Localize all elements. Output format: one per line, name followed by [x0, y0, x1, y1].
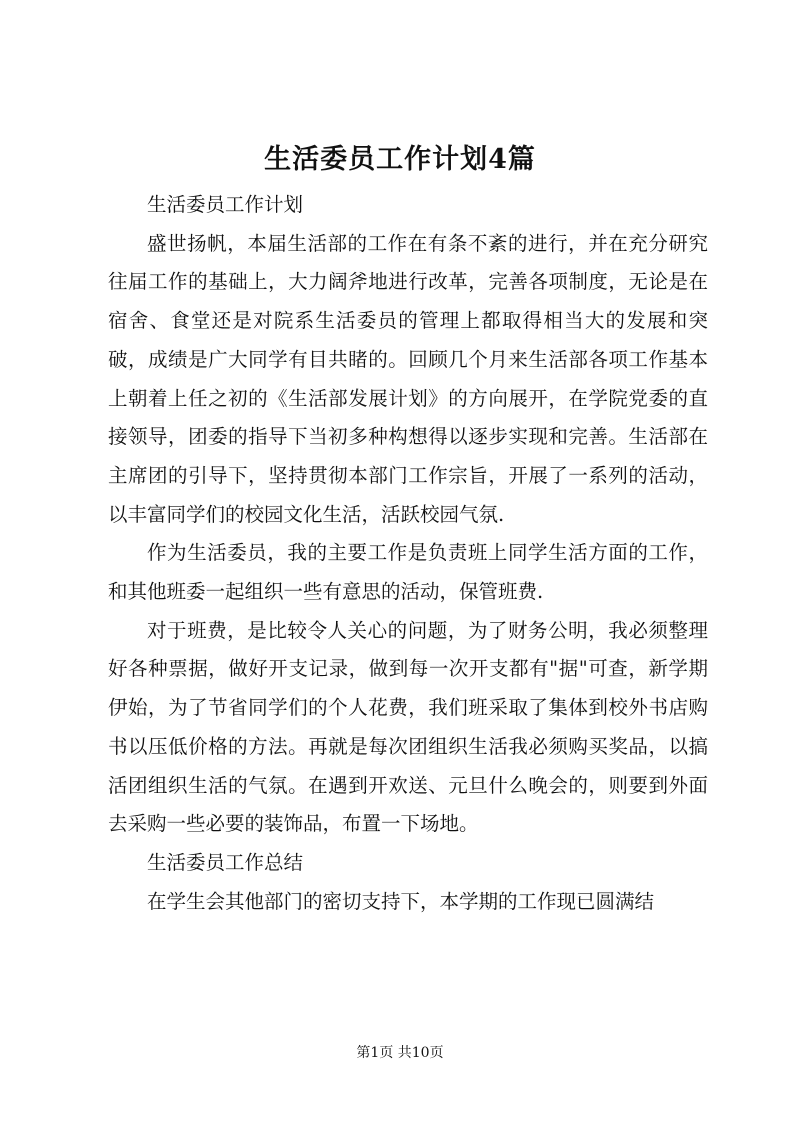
section-heading-plan: 生活委员工作计划 [147, 193, 304, 216]
document-title: 生活委员工作计划4篇 [264, 144, 536, 175]
document-body [108, 186, 708, 921]
paragraph-duties: 作为生活委员，我的主要工作是负责班上同学生活方面的工作，和其他班委一起组织一些有意思的活动，保管班费. [108, 541, 708, 604]
page-footer: 第1页 共10页 [356, 1045, 444, 1061]
paragraph-intro: 盛世扬帆，本届生活部的工作在有条不紊的进行，并在充分研究往届工作的基础上，大力阔斧地进行改革，完善各项制度，无论是在宿舍、食堂还是对院系生活委员的管理上都取得相当大的发展和突破，成绩是广大同学有目共睹的。回顾几个月来生活部各项工作基本上朝着上任之初的《生活部发展计划》的方向展开，在学院党委的直接领导，团委的指导下当初多种构想得以逐步实现和完善。生活部在主席团的引导下，坚持贯彻本部门工作宗旨，开展了一系列的活动，以丰富同学们的校园文化生活，活跃校园气氛. [108, 231, 708, 526]
section-heading-summary: 生活委员工作总结 [147, 850, 304, 874]
paragraph-summary-start: 在学生会其他部门的密切支持下，本学期的工作现已圆满结 [147, 889, 655, 913]
paragraph-class-fees: 对于班费，是比较令人关心的问题，为了财务公明，我必须整理好各种票据，做好开支记录，做到每一次开支都有"据"可查，新学期伊始，为了节省同学们的个人花费，我们班采取了集体到校外书店购书以压低价格的方法。再就是每次团组织生活我必须购买奖品，以搞活团组织生活的气氛。在遇到开欢送、元旦什么晚会的，则要到外面去采购一些必要的装饰品，布置一下场地。 [108, 618, 708, 836]
